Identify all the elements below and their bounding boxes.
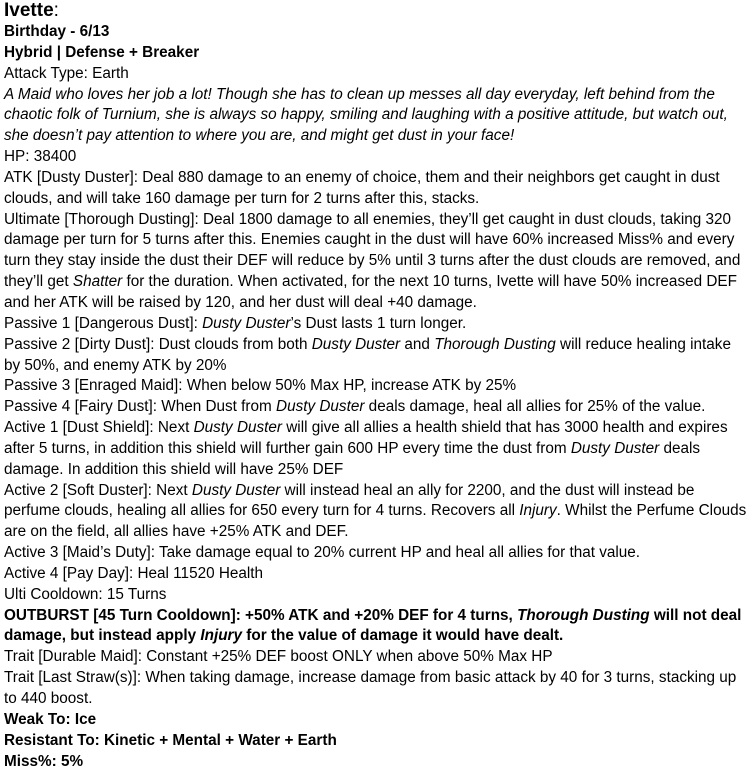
ultimate-skill bbox=[4, 210, 747, 314]
character-name-line bbox=[4, 0, 747, 22]
passive-2-suffix: will reduce healing intake by 50%, and enemy ATK by 20% bbox=[4, 335, 731, 374]
trait-2: Trait [Last Straw(s)]: When taking damage, increase damage from basic attack by 40 for 3 turns, stacking up to 440 boost. bbox=[4, 669, 737, 707]
passive-1-suffix: ’s Dust lasts 1 turn longer. bbox=[290, 314, 467, 332]
atk-skill: ATK [Dusty Duster]: Deal 880 damage to an enemy of choice, them and their neighbors get caught in dust clouds, and will take 160 damage per turn for 2 turns after this, stacks. bbox=[4, 168, 720, 207]
outburst-prefix: OUTBURST [45 Turn Cooldown]: +50% ATK and +20% DEF for 4 turns, bbox=[4, 606, 518, 624]
passive-4-skill: Dusty Duster bbox=[276, 398, 365, 416]
active-1-skill-1: Dusty Duster bbox=[193, 419, 282, 437]
active-2-prefix: Active 2 [Soft Duster]: Next bbox=[4, 481, 192, 499]
active-2-skill: Dusty Duster bbox=[191, 481, 281, 499]
active-2-suffix: . Whilst the Perfume Clouds are on the field, all allies have +25% ATK and DEF. bbox=[4, 502, 747, 541]
character-name-colon: : bbox=[53, 0, 59, 21]
passive-2-skill-2: Thorough Dusting bbox=[434, 335, 556, 353]
birthday: Birthday - 6/13 bbox=[4, 23, 110, 40]
character-name: Ivette bbox=[4, 0, 54, 21]
active-1-skill-2: Dusty Duster bbox=[570, 439, 660, 457]
passive-4-suffix: deals damage, heal all allies for 25% of the value. bbox=[364, 398, 706, 416]
attack-type: Attack Type: Earth bbox=[4, 64, 129, 82]
active-3: Active 3 [Maid’s Duty]: Take damage equal to 20% current HP and heal all allies for that value. bbox=[4, 544, 641, 562]
active-1-suffix: deals damage. In addition this shield will have 25% DEF bbox=[4, 439, 701, 478]
passive-2-mid: and bbox=[400, 335, 435, 353]
passive-1-skill: Dusty Duster bbox=[202, 314, 291, 332]
shatter-status: Shatter bbox=[72, 273, 123, 291]
active-2 bbox=[4, 481, 747, 544]
active-4: Active 4 [Pay Day]: Heal 11520 Health bbox=[4, 564, 264, 582]
miss-percent: Miss%: 5% bbox=[4, 752, 84, 770]
ultimate-text-1: Ultimate [Thorough Dusting]: Deal 1800 damage to all enemies, they’ll get caught in dust clouds, taking 320 damage per turn for 5 turns after this. Enemies caught in the dust will have 60% increased Miss% and every turn they stay inside the dust their DEF will reduce by 5% until 3 turns after the dust clouds are removed, and they’ll get bbox=[4, 210, 741, 291]
passive-4-prefix: Passive 4 [Fairy Dust]: When Dust from bbox=[4, 398, 277, 416]
active-1-mid: will give all allies a health shield that has 3000 health and expires after 5 turns, in addition this shield will further gain 600 HP every time the dust from bbox=[4, 419, 728, 457]
passive-1-prefix: Passive 1 [Dangerous Dust]: bbox=[4, 314, 203, 332]
passive-3: Passive 3 [Enraged Maid]: When below 50% Max HP, increase ATK by 25% bbox=[4, 377, 517, 395]
passive-2 bbox=[4, 335, 747, 377]
hp-stat: HP: 38400 bbox=[4, 148, 77, 166]
active-1-prefix: Active 1 [Dust Shield]: Next bbox=[4, 419, 194, 437]
active-1 bbox=[4, 418, 747, 481]
active-2-mid: will instead heal an ally for 2200, and the dust will instead be perfume clouds, healing all allies for 650 every turn for 4 turns. Recovers all bbox=[4, 481, 695, 520]
active-2-status: Injury bbox=[519, 502, 557, 520]
outburst-skill: Thorough Dusting bbox=[517, 606, 650, 624]
outburst-mid: will not deal damage, but instead apply bbox=[4, 606, 742, 645]
outburst bbox=[4, 606, 747, 648]
ulti-cooldown: Ulti Cooldown: 15 Turns bbox=[4, 585, 167, 603]
outburst-status: Injury bbox=[200, 627, 243, 645]
weak-to: Weak To: Ice bbox=[4, 710, 97, 728]
passive-1 bbox=[4, 314, 747, 335]
character-class: Hybrid | Defense + Breaker bbox=[4, 43, 200, 61]
passive-2-prefix: Passive 2 [Dirty Dust]: Dust clouds from both bbox=[4, 335, 312, 353]
outburst-suffix: for the value of damage it would have dealt. bbox=[242, 627, 564, 645]
trait-1: Trait [Durable Maid]: Constant +25% DEF boost ONLY when above 50% Max HP bbox=[4, 648, 553, 666]
resistant-to: Resistant To: Kinetic + Mental + Water + Earth bbox=[4, 731, 337, 749]
character-description: A Maid who loves her job a lot! Though she has to clean up messes all day everyday, left behind from the chaotic folk of Turnium, she is always so happy, smiling and laughing with a positive attitude, but watch out, she doesn’t pay attention to where you are, and might get dust in your face! bbox=[4, 85, 728, 145]
passive-2-skill-1: Dusty Duster bbox=[311, 335, 401, 353]
ultimate-text-2: for the duration. When activated, for the next 10 turns, Ivette will have 50% increased DEF and her ATK will be raised by 120, and her dust will deal +40 damage. bbox=[4, 273, 737, 311]
passive-4 bbox=[4, 397, 747, 418]
